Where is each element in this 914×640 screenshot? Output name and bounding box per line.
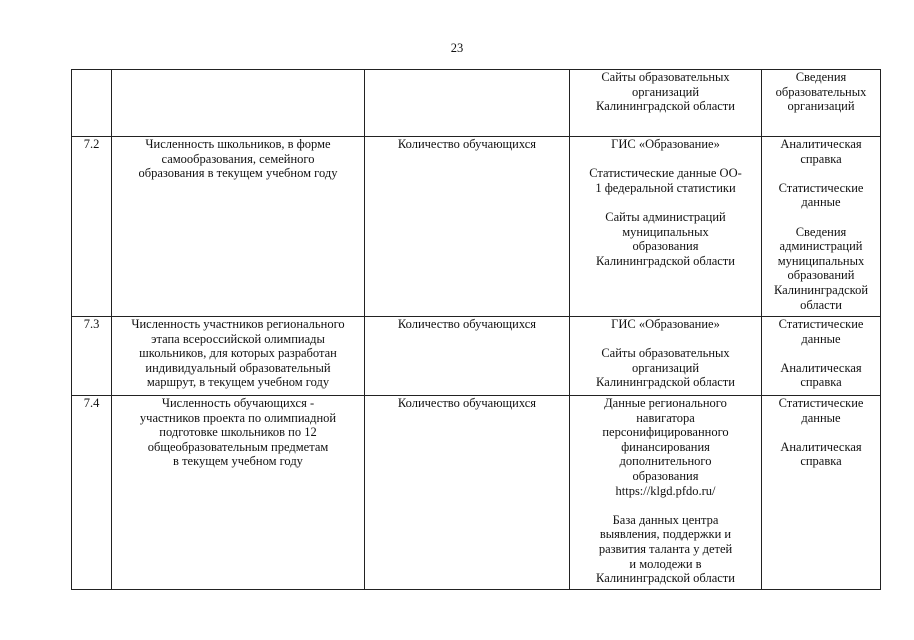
- indicator-cell: [112, 137, 365, 317]
- indicator-cell: [112, 70, 365, 137]
- cell-text-line: справка: [800, 454, 842, 469]
- cell-text-line: Калининградской области: [596, 571, 735, 586]
- cell-text-line: и молодежи в: [629, 556, 702, 571]
- blank-line: [572, 152, 759, 167]
- cell-text-line: Аналитическая: [780, 360, 862, 375]
- cell-text-line: Данные регионального: [604, 396, 727, 410]
- cell-text-line: дополнительного: [619, 454, 712, 469]
- table-row: [72, 70, 881, 137]
- table-row: [72, 396, 881, 590]
- cell-text-line: области: [800, 297, 842, 312]
- cell-text-line: справка: [800, 151, 842, 166]
- cell-text-line: Аналитическая: [780, 137, 862, 151]
- cell-text-line: Калининградской области: [596, 253, 735, 268]
- cell-text-line: самообразования, семейного: [161, 151, 315, 166]
- cell-text-line: организаций: [787, 99, 855, 114]
- cell-text-line: администраций: [779, 239, 863, 254]
- cell-text-line: Статистические: [778, 317, 864, 331]
- form-cell: [762, 137, 881, 317]
- form-cell: [762, 396, 881, 590]
- cell-text-line: Сайты образовательных: [601, 346, 730, 361]
- measure-cell: Количество обучающихся: [365, 137, 570, 317]
- form-cell: [762, 317, 881, 396]
- cell-text-line: навигатора: [636, 410, 695, 425]
- cell-text-line: Калининградской области: [596, 99, 735, 114]
- indicators-table-body: [72, 70, 881, 590]
- cell-text-line: в текущем учебном году: [173, 454, 303, 469]
- cell-text-line: Численность школьников, в форме: [145, 137, 331, 151]
- blank-line: [572, 195, 759, 210]
- cell-text-line: участников проекта по олимпиадной: [139, 410, 337, 425]
- cell-text-line: данные: [801, 195, 841, 210]
- measure-cell: [365, 70, 570, 137]
- blank-line: [572, 332, 759, 347]
- sources-cell: [570, 137, 762, 317]
- cell-text-line: выявления, поддержки и: [599, 527, 732, 542]
- indicators-table: [71, 69, 881, 590]
- cell-text-line: развития таланта у детей: [598, 541, 733, 556]
- cell-text-line: https://klgd.pfdo.ru/: [615, 483, 716, 498]
- cell-text-line: ГИС «Образование»: [611, 317, 720, 331]
- cell-text-line: муниципальных: [622, 224, 709, 239]
- cell-text-line: муниципальных: [777, 253, 865, 268]
- form-cell: [762, 70, 881, 137]
- cell-text-line: маршрут, в текущем учебном году: [146, 375, 330, 390]
- cell-text-line: персонифицированного: [602, 425, 729, 440]
- sources-cell: [570, 396, 762, 590]
- row-number-cell: 7.2: [72, 137, 112, 317]
- blank-line: [764, 210, 878, 225]
- cell-text-line: Сведения: [795, 224, 847, 239]
- cell-text-line: школьников, для которых разработан: [139, 346, 337, 361]
- table-row: [72, 137, 881, 317]
- cell-text-line: Калининградской: [773, 282, 869, 297]
- cell-text-line: Численность участников регионального: [131, 317, 345, 331]
- cell-text-line: индивидуальный образовательный: [145, 360, 331, 375]
- cell-text-line: образования: [632, 468, 699, 483]
- blank-line: [572, 498, 759, 513]
- cell-text-line: Аналитическая: [780, 439, 862, 454]
- cell-text-line: данные: [801, 331, 841, 346]
- cell-text-line: справка: [800, 375, 842, 390]
- sources-cell: [570, 317, 762, 396]
- cell-text-line: ГИС «Образование»: [611, 137, 720, 151]
- cell-text-line: Сайты администраций: [605, 209, 726, 224]
- table-row: [72, 317, 881, 396]
- page-number: 23: [450, 41, 464, 55]
- cell-text-line: подготовке школьников по 12: [159, 425, 317, 440]
- cell-text-line: финансирования: [621, 439, 710, 454]
- cell-text-line: Численность обучающихся -: [161, 396, 315, 410]
- indicator-cell: [112, 396, 365, 590]
- cell-text-line: образования: [632, 239, 699, 254]
- cell-text-line: 1 федеральной статистики: [595, 180, 736, 195]
- blank-line: [764, 425, 878, 440]
- cell-text-line: Статистические данные ОО-: [589, 166, 742, 181]
- cell-text-line: образовательных: [775, 84, 867, 99]
- cell-text-line: Сведения: [795, 70, 847, 84]
- cell-text-line: Статистические: [778, 396, 864, 410]
- row-number-cell: 7.4: [72, 396, 112, 590]
- cell-text-line: образований: [787, 268, 855, 283]
- measure-cell: Количество обучающихся: [365, 396, 570, 590]
- cell-text-line: организаций: [631, 84, 700, 99]
- cell-text-line: Статистические: [778, 180, 864, 195]
- cell-text-line: организаций: [631, 360, 700, 375]
- sources-cell: [570, 70, 762, 137]
- cell-text-line: образования в текущем учебном году: [138, 166, 338, 181]
- indicator-cell: [112, 317, 365, 396]
- cell-text-line: Калининградской области: [596, 375, 735, 390]
- cell-text-line: этапа всероссийской олимпиады: [151, 331, 325, 346]
- cell-text-line: данные: [801, 410, 841, 425]
- blank-line: [764, 346, 878, 361]
- row-number-cell: [72, 70, 112, 137]
- cell-text-line: База данных центра: [612, 512, 719, 527]
- cell-text-line: Сайты образовательных: [601, 70, 730, 84]
- cell-text-line: общеобразовательным предметам: [147, 439, 329, 454]
- row-number-cell: 7.3: [72, 317, 112, 396]
- blank-line: [764, 166, 878, 181]
- measure-cell: Количество обучающихся: [365, 317, 570, 396]
